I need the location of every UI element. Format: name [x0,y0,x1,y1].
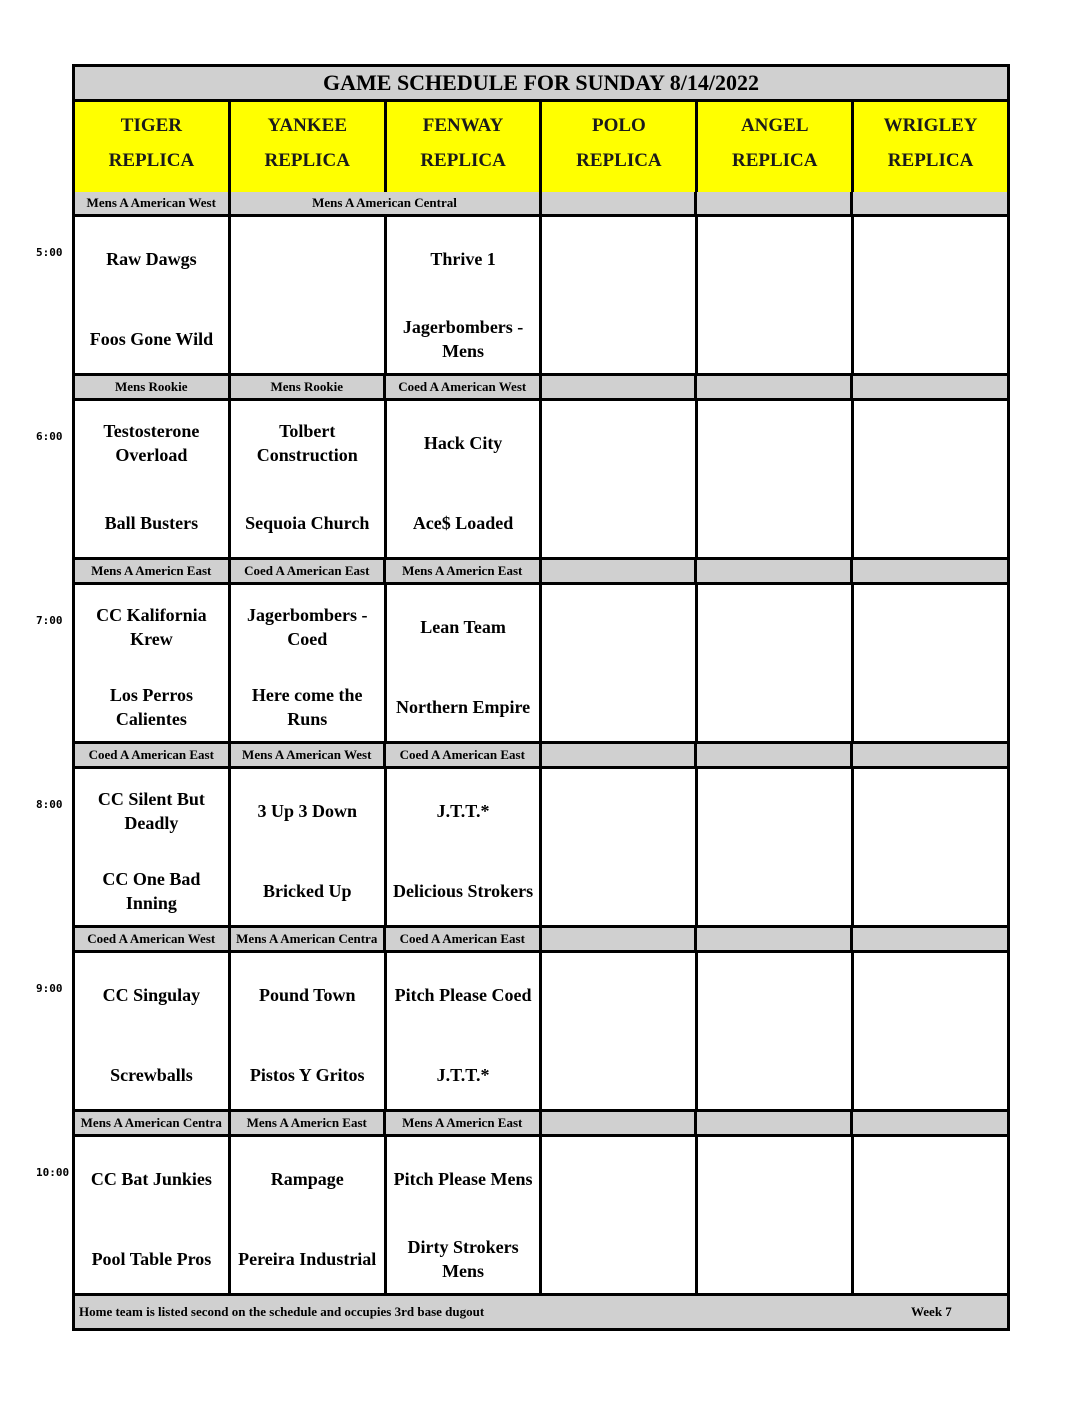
game-cell [231,953,387,1109]
home-team [542,309,695,369]
home-team: Pistos Y Gritos [249,1065,365,1085]
division-label: Mens A American Centra [231,928,387,950]
away-team: Pitch Please Coed [394,985,532,1005]
away-team: Thrive 1 [430,249,496,269]
week-label: Week 7 [911,1304,952,1319]
game-cell [698,401,854,557]
away-team: Jagerbombers - Coed [247,605,368,649]
division-label: Mens Rookie [231,376,387,398]
game-row [75,217,1007,376]
time-label: 9:00 [36,982,63,995]
division-label: Mens A Americn East [231,1112,387,1134]
game-cell [387,953,543,1109]
division-label: Coed A American East [386,744,542,766]
division-label: Mens Rookie [75,376,231,398]
field-sub: REPLICA [731,150,818,171]
game-cell [231,769,387,925]
division-label: Coed A American East [75,744,231,766]
field-header-angel [698,102,854,192]
division-label [853,1112,1008,1134]
field-header-wrigley [854,102,1007,192]
away-team: CC Kalifornia Krew [96,605,207,649]
division-label [697,1112,853,1134]
game-cell [854,1137,1007,1293]
field-header-tiger [75,102,231,192]
division-label [853,376,1008,398]
away-team: Testosterone Overload [103,421,200,465]
away-team [542,781,695,841]
away-team: Pitch Please Mens [393,1169,533,1189]
game-cell [542,1137,698,1293]
time-label: 5:00 [36,246,63,259]
away-team [698,597,851,657]
away-team: Hack City [423,433,503,453]
away-team: Lean Team [420,617,506,637]
away-team [698,229,851,289]
game-cell [854,769,1007,925]
division-label [542,376,698,398]
game-cell [231,401,387,557]
away-team [542,229,695,289]
division-label [697,744,853,766]
home-team: Northern Empire [395,697,531,717]
game-cell [854,217,1007,373]
game-cell [698,217,854,373]
away-team [854,413,1007,473]
home-team: Ace$ Loaded [412,513,514,533]
division-row [75,928,1007,953]
home-team: Jagerbombers - Mens [402,317,524,361]
division-label: Mens A American West [231,744,387,766]
game-cell [698,585,854,741]
away-team [542,965,695,1025]
division-row [75,376,1007,401]
time-label: 6:00 [36,430,63,443]
home-team [542,1229,695,1289]
game-cell [854,401,1007,557]
home-team: J.T.T.* [436,1065,490,1085]
away-team: J.T.T.* [436,801,490,821]
field-name: WRIGLEY [883,115,978,136]
away-team: Pound Town [258,985,356,1005]
field-sub: REPLICA [887,150,974,171]
schedule-table [72,64,1010,1331]
game-cell [387,769,543,925]
away-team [854,781,1007,841]
home-team [854,861,1007,921]
home-team [542,1045,695,1105]
home-team: CC One Bad Inning [102,869,201,913]
game-cell [698,769,854,925]
game-cell [75,585,231,741]
home-team [231,309,384,369]
away-team [698,413,851,473]
home-team: Foos Gone Wild [89,329,214,349]
away-team: Raw Dawgs [106,249,197,269]
game-cell [542,585,698,741]
home-team: Sequoia Church [245,513,370,533]
game-cell [75,769,231,925]
away-team [542,1149,695,1209]
game-row [75,1137,1007,1296]
game-cell [698,1137,854,1293]
home-team: Ball Busters [104,513,199,533]
division-label [542,192,698,214]
away-team: CC Silent But Deadly [97,789,205,833]
home-team [698,861,851,921]
game-cell [75,217,231,373]
game-row [75,585,1007,744]
field-header-fenway [387,102,543,192]
game-cell [387,585,543,741]
away-team: CC Singulay [102,985,201,1005]
division-label [697,192,853,214]
division-label: Coed A American West [386,376,542,398]
footer-note: Home team is listed second on the schedule and occupies 3rd base dugout [79,1304,485,1319]
home-team [854,1229,1007,1289]
home-team: Screwballs [110,1065,193,1085]
home-team [698,1045,851,1105]
division-label [542,1112,698,1134]
away-team: Tolbert Construction [256,421,358,465]
game-cell [75,953,231,1109]
away-team [854,229,1007,289]
field-name: FENWAY [422,115,504,136]
home-team [542,861,695,921]
home-team [542,493,695,553]
game-cell [75,1137,231,1293]
field-name: YANKEE [267,115,348,136]
game-cell [387,217,543,373]
division-label: Coed A American East [231,560,387,582]
field-header-polo [542,102,698,192]
home-team [698,493,851,553]
division-row [75,560,1007,585]
away-team [698,1149,851,1209]
division-label [697,560,853,582]
away-team [698,965,851,1025]
field-name: TIGER [120,115,183,136]
home-team [698,309,851,369]
away-team [231,229,384,289]
page-title: GAME SCHEDULE FOR SUNDAY 8/14/2022 [75,67,1007,102]
division-label: Mens A American Centra [75,1112,231,1134]
home-team [854,309,1007,369]
away-team [854,597,1007,657]
home-team [698,677,851,737]
home-team: Bricked Up [262,881,352,901]
division-label: Coed A American East [386,928,542,950]
time-label: 8:00 [36,798,63,811]
home-team: Pool Table Pros [91,1249,212,1269]
division-label [542,560,698,582]
away-team [854,1149,1007,1209]
home-team [854,493,1007,553]
home-team: Los Perros Calientes [109,685,193,729]
home-team [698,1229,851,1289]
field-sub: REPLICA [108,150,195,171]
game-cell [387,1137,543,1293]
division-label [697,928,853,950]
game-cell [698,953,854,1109]
game-cell [542,953,698,1109]
game-cell [75,401,231,557]
field-header-row [75,102,1007,195]
game-cell [387,401,543,557]
time-label: 10:00 [36,1166,70,1179]
division-label [542,744,698,766]
game-row [75,953,1007,1112]
division-row [75,744,1007,769]
division-label: Mens A American West [75,192,231,214]
division-label: Mens A American Central [231,192,542,214]
game-cell [231,1137,387,1293]
division-label [853,192,1008,214]
division-label [697,376,853,398]
game-cell [854,585,1007,741]
division-label: Mens A Americn East [386,1112,542,1134]
division-row [75,1112,1007,1137]
division-row [75,192,1007,217]
away-team: CC Bat Junkies [90,1169,212,1189]
home-team: Pereira Industrial [238,1249,377,1269]
division-label: Coed A American West [75,928,231,950]
away-team [542,597,695,657]
footer [75,1296,1007,1328]
field-sub: REPLICA [576,150,662,171]
field-name: POLO [591,115,646,136]
game-cell [542,401,698,557]
division-label: Mens A Americn East [386,560,542,582]
division-label [542,928,698,950]
home-team: Delicious Strokers [392,881,534,901]
home-team [854,1045,1007,1105]
game-row [75,769,1007,928]
home-team [542,677,695,737]
away-team [698,781,851,841]
field-name: ANGEL [740,115,809,136]
away-team [854,965,1007,1025]
away-team: 3 Up 3 Down [257,801,357,821]
away-team [542,413,695,473]
field-sub: REPLICA [420,150,506,171]
division-label [853,928,1008,950]
division-label: Mens A Americn East [75,560,231,582]
game-cell [231,217,387,373]
division-label [853,744,1008,766]
home-team [854,677,1007,737]
field-sub: REPLICA [264,150,350,171]
home-team: Here come the Runs [251,685,363,729]
game-cell [854,953,1007,1109]
game-row [75,401,1007,560]
division-label [853,560,1008,582]
field-header-yankee [231,102,387,192]
game-cell [231,585,387,741]
game-cell [542,769,698,925]
home-team: Dirty Strokers Mens [407,1237,519,1281]
away-team: Rampage [270,1169,344,1189]
time-label: 7:00 [36,614,63,627]
game-cell [542,217,698,373]
